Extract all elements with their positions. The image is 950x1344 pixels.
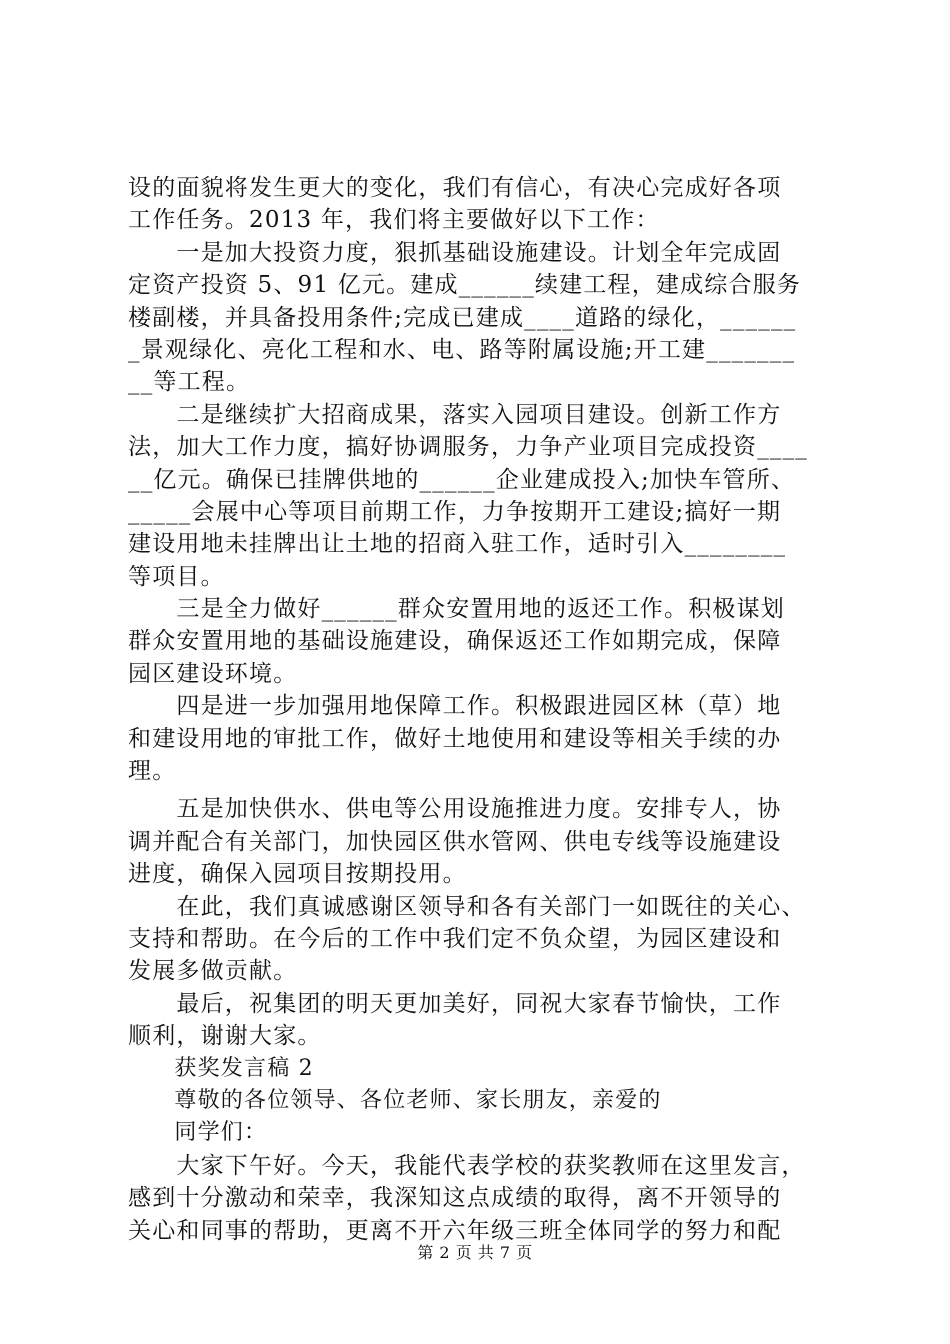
text-line: 支持和帮助。在今后的工作中我们定不负众望，为园区建设和: [128, 925, 782, 952]
text-line: _____会展中心等项目前期工作，力争按期开工建设;搞好一期: [128, 498, 782, 525]
paragraph-1-line: 一是加大投资力度，狠抓基础设施建设。计划全年完成固: [128, 239, 782, 266]
text-line: 发展多做贡献。: [128, 958, 298, 985]
page-footer: 第 2 页 共 7 页: [417, 1243, 533, 1262]
paragraph-3-line: 三是全力做好______群众安置用地的返还工作。积极谋划: [128, 596, 785, 623]
paragraph-6-line: 在此，我们真诚感谢区领导和各有关部门一如既往的关心、: [128, 893, 806, 920]
text-line: 设的面貌将发生更大的变化，我们有信心，有决心完成好各项: [128, 175, 782, 201]
text-line: __亿元。确保已挂牌供地的______企业建成投入;加快车管所、: [128, 466, 796, 493]
paragraph-4-line: 四是进一步加强用地保障工作。积极跟进园区林（草）地: [128, 693, 782, 720]
paragraph-7-line: 最后，祝集团的明天更加美好，同祝大家春节愉快，工作: [128, 990, 782, 1017]
text-line: 理。: [128, 758, 177, 785]
text-line: 工作任务。2013 年，我们将主要做好以下工作：: [128, 207, 660, 234]
text-line: 建设用地未挂牌出让土地的招商入驻工作，适时引入________: [128, 531, 787, 558]
text-line: __等工程。: [128, 369, 251, 396]
paragraph-8-line: 大家下午好。今天，我能代表学校的获奖教师在这里发言，: [128, 1152, 806, 1179]
text-line: 等项目。: [128, 563, 225, 590]
text-line: 和建设用地的审批工作，做好土地使用和建设等相关手续的办: [128, 725, 782, 752]
paragraph-5-line: 五是加快供水、供电等公用设施推进力度。安排专人，协: [128, 796, 782, 823]
salutation-line: 同学们：: [128, 1120, 268, 1146]
salutation-line: 尊敬的各位领导、各位老师、家长朋友，亲爱的: [128, 1087, 662, 1113]
text-line: 园区建设环境。: [128, 660, 298, 687]
paragraph-2-line: 二是继续扩大招商成果，落实入园项目建设。创新工作方: [128, 401, 782, 428]
text-line: 顺利，谢谢大家。: [128, 1023, 322, 1050]
text-line: 法，加大工作力度，搞好协调服务，力争产业项目完成投资____: [128, 434, 808, 461]
text-line: 楼副楼，并具备投用条件;完成已建成____道路的绿化，______: [128, 304, 797, 331]
text-line: 调并配合有关部门，加快园区供水管网、供电专线等设施建设: [128, 828, 782, 855]
text-line: _景观绿化、亮化工程和水、电、路等附属设施;开工建_______: [128, 336, 796, 363]
document-body: [128, 172, 828, 1247]
text-line: 定资产投资 5、91 亿元。建成______续建工程，建成综合服务: [128, 272, 802, 299]
text-line: 进度，确保入园项目按期投用。: [128, 861, 467, 888]
section-heading: 获奖发言稿 2: [128, 1055, 314, 1081]
text-line: 群众安置用地的基础设施建设，确保返还工作如期完成，保障: [128, 628, 782, 655]
text-line: 感到十分激动和荣幸，我深知这点成绩的取得，离不开领导的: [128, 1185, 782, 1212]
text-line: 关心和同事的帮助，更离不开六年级三班全体同学的努力和配: [128, 1217, 782, 1244]
